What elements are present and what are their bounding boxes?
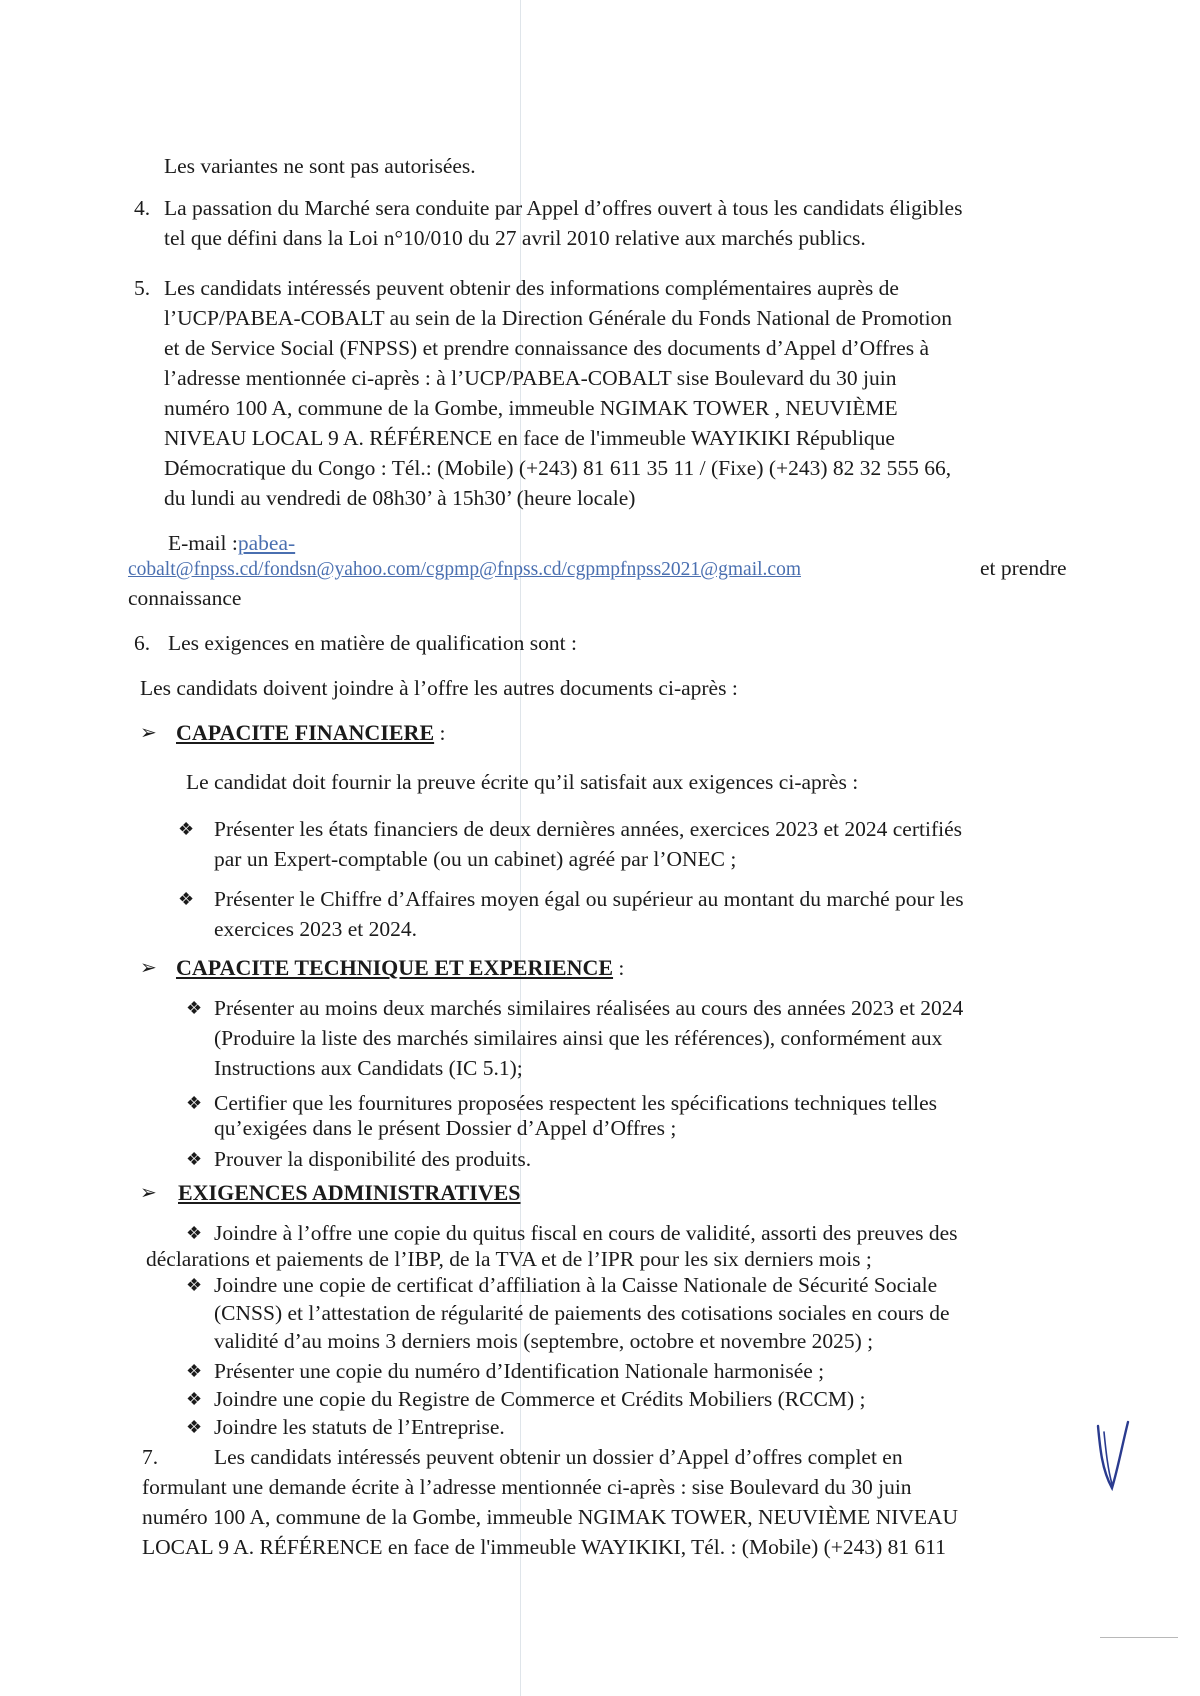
admin-bullet-line: validité d’au moins 3 derniers mois (septembre, octobre et novembre 2025) ;	[214, 1329, 874, 1353]
email-line-3: connaissance	[128, 586, 242, 610]
admin-bullet-line: déclarations et paiements de l’IBP, de la TVA et de l’IPR pour les six derniers mois ;	[146, 1247, 872, 1271]
item-6-subintro: Les candidats doivent joindre à l’offre les autres documents ci-après :	[140, 676, 738, 700]
administratives-heading: EXIGENCES ADMINISTRATIVES	[178, 1180, 521, 1205]
diamond-bullet-icon: ❖	[178, 819, 195, 839]
technique-bullet-line: qu’exigées dans le présent Dossier d’Appel d’Offres ;	[214, 1116, 677, 1140]
diamond-bullet-icon: ❖	[186, 1093, 203, 1113]
item-7-line: LOCAL 9 A. RÉFÉRENCE en face de l'immeuble WAYIKIKI, Tél. : (Mobile) (+243) 81 611	[142, 1535, 947, 1559]
technique-heading-row	[176, 953, 624, 983]
item-6-number: 6.	[134, 631, 151, 655]
heading-colon: :	[618, 956, 625, 980]
item-5-line: numéro 100 A, commune de la Gombe, immeuble NGIMAK TOWER , NEUVIÈME	[164, 396, 898, 420]
email-link[interactable]: cobalt@fnpss.cd/fondsn@yahoo.com/cgpmp@fnpss.cd/cgpmpfnpss2021@gmail.com	[128, 559, 801, 580]
technique-bullet-line: Présenter au moins deux marchés similaires réalisées au cours des années 2023 et 2024	[214, 996, 964, 1020]
heading-colon: :	[439, 721, 446, 745]
item-4-line: La passation du Marché sera conduite par Appel d’offres ouvert à tous les candidats éligibles	[164, 196, 963, 220]
technique-bullet-line: Instructions aux Candidats (IC 5.1);	[214, 1056, 523, 1080]
admin-bullet-line: Joindre une copie du Registre de Commerce et Crédits Mobiliers (RCCM) ;	[214, 1387, 866, 1411]
diamond-bullet-icon: ❖	[186, 1361, 203, 1381]
variantes-note: Les variantes ne sont pas autorisées.	[164, 154, 476, 178]
item-7-line: numéro 100 A, commune de la Gombe, immeuble NGIMAK TOWER, NEUVIÈME NIVEAU	[142, 1505, 959, 1529]
arrow-bullet-icon: ➢	[140, 722, 157, 744]
admin-bullet-line: Joindre les statuts de l’Entreprise.	[214, 1415, 505, 1439]
arrow-bullet-icon: ➢	[140, 1182, 157, 1204]
item-5-line: et de Service Social (FNPSS) et prendre connaissance des documents d’Appel d’Offres à	[164, 336, 930, 360]
item-5-line: Démocratique du Congo : Tél.: (Mobile) (+243) 81 611 35 11 / (Fixe) (+243) 82 32 555 66,	[164, 456, 952, 480]
email-line-2	[128, 553, 801, 585]
financiere-heading-row	[176, 718, 445, 748]
financiere-bullet-line: Présenter le Chiffre d’Affaires moyen égal ou supérieur au montant du marché pour les	[214, 887, 964, 911]
diamond-bullet-icon: ❖	[186, 1223, 203, 1243]
diamond-bullet-icon: ❖	[186, 1275, 203, 1295]
financiere-intro: Le candidat doit fournir la preuve écrite qu’il satisfait aux exigences ci-après :	[186, 770, 859, 794]
diamond-bullet-icon: ❖	[186, 1417, 203, 1437]
item-5-line: l’UCP/PABEA-COBALT au sein de la Direction Générale du Fonds National de Promotion	[164, 306, 953, 330]
admin-bullet-line: (CNSS) et l’attestation de régularité de paiements des cotisations sociales en cours de	[214, 1301, 950, 1325]
item-7-line: formulant une demande écrite à l’adresse mentionnée ci-après : sise Boulevard du 30 juin	[142, 1475, 912, 1499]
diamond-bullet-icon: ❖	[186, 1149, 203, 1169]
item-7-line: Les candidats intéressés peuvent obtenir un dossier d’Appel d’offres complet en	[214, 1445, 903, 1469]
item-5-line: du lundi au vendredi de 08h30’ à 15h30’ (heure locale)	[164, 486, 636, 510]
arrow-bullet-icon: ➢	[140, 957, 157, 979]
email-label: E-mail :	[168, 531, 238, 555]
technique-bullet-line: Certifier que les fournitures proposées respectent les spécifications techniques telles	[214, 1091, 937, 1115]
technique-heading: CAPACITE TECHNIQUE ET EXPERIENCE	[176, 955, 614, 980]
admin-bullet-line: Joindre une copie de certificat d’affiliation à la Caisse Nationale de Sécurité Sociale	[214, 1273, 938, 1297]
financiere-bullet-line: Présenter les états financiers de deux dernières années, exercices 2023 et 2024 certifiés	[214, 817, 962, 841]
item-5-line: l’adresse mentionnée ci-après : à l’UCP/PABEA-COBALT sise Boulevard du 30 juin	[164, 366, 897, 390]
technique-bullet-line: Prouver la disponibilité des produits.	[214, 1147, 532, 1171]
footer-rule	[1100, 1637, 1178, 1638]
diamond-bullet-icon: ❖	[186, 998, 203, 1018]
financiere-bullet-line: par un Expert-comptable (ou un cabinet) agréé par l’ONEC ;	[214, 847, 737, 871]
item-7-number: 7.	[142, 1445, 159, 1469]
financiere-heading: CAPACITE FINANCIERE	[176, 720, 435, 745]
email-link[interactable]: pabea-	[237, 531, 296, 555]
item-6-text: Les exigences en matière de qualification sont :	[168, 631, 577, 655]
email-after-text: et prendre	[980, 556, 1067, 580]
admin-bullet-line: Joindre à l’offre une copie du quitus fiscal en cours de validité, assorti des preuves des	[214, 1221, 958, 1245]
admin-bullet-line: Présenter une copie du numéro d’Identification Nationale harmonisée ;	[214, 1359, 825, 1383]
item-5-line: Les candidats intéressés peuvent obtenir des informations complémentaires auprès de	[164, 276, 899, 300]
diamond-bullet-icon: ❖	[186, 1389, 203, 1409]
item-4-line: tel que défini dans la Loi n°10/010 du 27 avril 2010 relative aux marchés publics.	[164, 226, 866, 250]
item-5-number: 5.	[134, 276, 151, 300]
diamond-bullet-icon: ❖	[178, 889, 195, 909]
technique-bullet-line: (Produire la liste des marchés similaires ainsi que les références), conformément aux	[214, 1026, 943, 1050]
financiere-bullet-line: exercices 2023 et 2024.	[214, 917, 417, 941]
item-5-line: NIVEAU LOCAL 9 A. RÉFÉRENCE en face de l'immeuble WAYIKIKI République	[164, 426, 895, 450]
signature-mark-icon	[1092, 1418, 1132, 1498]
item-4-number: 4.	[134, 196, 151, 220]
